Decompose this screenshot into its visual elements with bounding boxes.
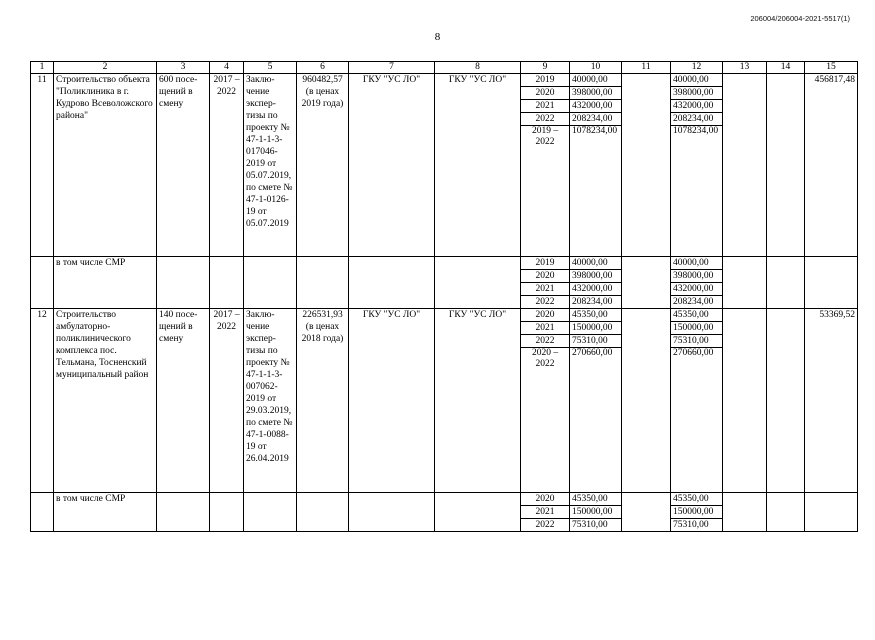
amount-col12: 398000,00 bbox=[671, 270, 723, 283]
amount-col10: 45350,00 bbox=[570, 493, 622, 506]
empty-cell bbox=[349, 493, 435, 532]
amount-col12: 45350,00 bbox=[671, 493, 723, 506]
amount-col10: 75310,00 bbox=[570, 519, 622, 532]
empty-cell bbox=[297, 493, 349, 532]
amount-col10: 45350,00 bbox=[570, 309, 622, 322]
cost-note: (в ценах 2018 года) bbox=[301, 322, 344, 344]
smr-label: в том числе СМР bbox=[54, 493, 157, 532]
developer: ГКУ "УС ЛО" bbox=[435, 74, 521, 257]
amount-col10: 40000,00 bbox=[570, 74, 622, 87]
table-row bbox=[31, 257, 858, 270]
expertise: Заклю-чение экспер-тизы по проекту № 47-1-1-3-007062-2019 от 29.03.2019, по смете № 47-1-0088-19 от 26.04.2019 bbox=[244, 309, 297, 493]
col-header: 5 bbox=[244, 62, 297, 74]
expertise: Заклю-чение экспер-тизы по проекту № 47-1-1-3-017046-2019 от 05.07.2019, по смете № 47-1-0126-19 от 05.07.2019 bbox=[244, 74, 297, 257]
amount-col12: 398000,00 bbox=[671, 87, 723, 100]
year: 2021 bbox=[521, 100, 570, 113]
table-row bbox=[31, 309, 858, 322]
amount-col12: 270660,00 bbox=[671, 348, 723, 493]
object-name: Строительство амбулаторно-поликлинического комплекса пос. Тельмана, Тосненский муниципальный район bbox=[54, 309, 157, 493]
col11-empty bbox=[622, 257, 671, 309]
col-header: 8 bbox=[435, 62, 521, 74]
empty-cell bbox=[244, 493, 297, 532]
year-range: 2019 – 2022 bbox=[521, 126, 570, 257]
col13-empty bbox=[723, 74, 767, 257]
col11-empty bbox=[622, 493, 671, 532]
period: 2017 – 2022 bbox=[210, 309, 244, 493]
col13-empty bbox=[723, 309, 767, 493]
investment-table bbox=[30, 61, 858, 532]
amount-col10: 1078234,00 bbox=[570, 126, 622, 257]
amount-col12: 40000,00 bbox=[671, 74, 723, 87]
smr-label: в том числе СМР bbox=[54, 257, 157, 309]
col-header: 11 bbox=[622, 62, 671, 74]
estimated-cost bbox=[297, 74, 349, 257]
year: 2020 bbox=[521, 493, 570, 506]
year: 2022 bbox=[521, 113, 570, 126]
col-header: 12 bbox=[671, 62, 723, 74]
amount-col15: 456817,48 bbox=[805, 74, 858, 257]
empty-cell bbox=[157, 493, 210, 532]
col-header: 13 bbox=[723, 62, 767, 74]
year: 2019 bbox=[521, 257, 570, 270]
row-number: 12 bbox=[31, 309, 54, 493]
amount-col12: 432000,00 bbox=[671, 283, 723, 296]
col14-empty bbox=[767, 493, 805, 532]
col11-empty bbox=[622, 309, 671, 493]
amount-col10: 398000,00 bbox=[570, 270, 622, 283]
year: 2021 bbox=[521, 283, 570, 296]
col-header: 2 bbox=[54, 62, 157, 74]
col-header: 6 bbox=[297, 62, 349, 74]
period: 2017 – 2022 bbox=[210, 74, 244, 257]
amount-col12: 150000,00 bbox=[671, 322, 723, 335]
amount-col12: 208234,00 bbox=[671, 296, 723, 309]
amount-col10: 432000,00 bbox=[570, 283, 622, 296]
empty-cell bbox=[297, 257, 349, 309]
empty-cell bbox=[349, 257, 435, 309]
amount-col10: 432000,00 bbox=[570, 100, 622, 113]
empty-cell bbox=[210, 257, 244, 309]
col-header: 4 bbox=[210, 62, 244, 74]
col11-empty bbox=[622, 74, 671, 257]
developer: ГКУ "УС ЛО" bbox=[435, 309, 521, 493]
col-header: 9 bbox=[521, 62, 570, 74]
table-row bbox=[31, 493, 858, 506]
amount-col10: 150000,00 bbox=[570, 322, 622, 335]
year: 2021 bbox=[521, 506, 570, 519]
amount-col10: 208234,00 bbox=[570, 296, 622, 309]
col13-empty bbox=[723, 493, 767, 532]
year: 2020 bbox=[521, 270, 570, 283]
col-header: 3 bbox=[157, 62, 210, 74]
amount-col10: 40000,00 bbox=[570, 257, 622, 270]
col-header: 7 bbox=[349, 62, 435, 74]
estimated-cost bbox=[297, 309, 349, 493]
col15-empty bbox=[805, 493, 858, 532]
amount-col10: 398000,00 bbox=[570, 87, 622, 100]
cost-note: (в ценах 2019 года) bbox=[301, 87, 344, 109]
object-name: Строительство объекта "Поликлиника в г. Кудрово Всеволожского района" bbox=[54, 74, 157, 257]
empty-cell bbox=[244, 257, 297, 309]
column-number-row bbox=[31, 62, 858, 74]
amount-col15: 53369,52 bbox=[805, 309, 858, 493]
amount-col12: 75310,00 bbox=[671, 335, 723, 348]
amount-col12: 208234,00 bbox=[671, 113, 723, 126]
col-header: 14 bbox=[767, 62, 805, 74]
empty-cell bbox=[435, 257, 521, 309]
capacity: 600 посе-щений в смену bbox=[157, 74, 210, 257]
amount-col12: 40000,00 bbox=[671, 257, 723, 270]
customer: ГКУ "УС ЛО" bbox=[349, 74, 435, 257]
empty-cell bbox=[31, 493, 54, 532]
empty-cell bbox=[435, 493, 521, 532]
col14-empty bbox=[767, 257, 805, 309]
customer: ГКУ "УС ЛО" bbox=[349, 309, 435, 493]
year: 2020 bbox=[521, 309, 570, 322]
amount-col10: 270660,00 bbox=[570, 348, 622, 493]
col-header: 1 bbox=[31, 62, 54, 74]
year-range: 2020 – 2022 bbox=[521, 348, 570, 493]
empty-cell bbox=[31, 257, 54, 309]
year: 2022 bbox=[521, 519, 570, 532]
col14-empty bbox=[767, 309, 805, 493]
year: 2022 bbox=[521, 296, 570, 309]
col14-empty bbox=[767, 74, 805, 257]
row-number: 11 bbox=[31, 74, 54, 257]
amount-col12: 432000,00 bbox=[671, 100, 723, 113]
empty-cell bbox=[210, 493, 244, 532]
col-header: 10 bbox=[570, 62, 622, 74]
year: 2021 bbox=[521, 322, 570, 335]
page-number: 8 bbox=[434, 31, 441, 43]
table-row bbox=[31, 74, 858, 87]
amount-col12: 150000,00 bbox=[671, 506, 723, 519]
col-header: 15 bbox=[805, 62, 858, 74]
year: 2022 bbox=[521, 335, 570, 348]
amount-col10: 150000,00 bbox=[570, 506, 622, 519]
col15-empty bbox=[805, 257, 858, 309]
amount-col12: 75310,00 bbox=[671, 519, 723, 532]
amount-col12: 45350,00 bbox=[671, 309, 723, 322]
amount-col10: 208234,00 bbox=[570, 113, 622, 126]
cost-value: 226531,93 bbox=[302, 310, 343, 320]
capacity: 140 посе-щений в смену bbox=[157, 309, 210, 493]
empty-cell bbox=[157, 257, 210, 309]
document-id: 206004/206004-2021-5517(1) bbox=[750, 14, 850, 23]
amount-col10: 75310,00 bbox=[570, 335, 622, 348]
year: 2020 bbox=[521, 87, 570, 100]
col13-empty bbox=[723, 257, 767, 309]
cost-value: 960482,57 bbox=[302, 75, 343, 85]
amount-col12: 1078234,00 bbox=[671, 126, 723, 257]
year: 2019 bbox=[521, 74, 570, 87]
